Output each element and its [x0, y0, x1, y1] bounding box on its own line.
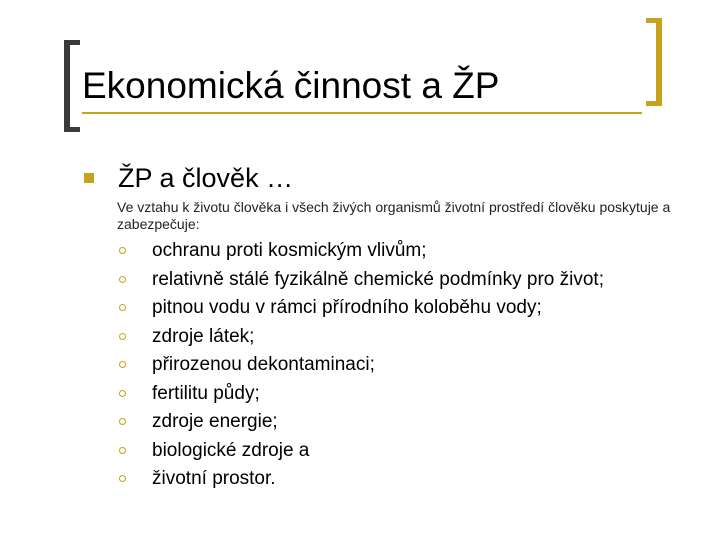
ring-bullet-icon	[119, 304, 126, 311]
list-item	[117, 380, 604, 409]
list-item	[117, 294, 604, 323]
list-item	[117, 408, 604, 437]
ring-bullet-icon	[119, 390, 126, 397]
square-bullet-icon	[84, 173, 94, 183]
list-item	[117, 266, 604, 295]
intro-paragraph: Ve vztahu k životu člověka i všech živých organismů životní prostředí člověku poskytuje a zabezpečuje:	[117, 199, 671, 232]
left-bracket-top	[64, 40, 80, 45]
left-bracket-bottom	[64, 127, 80, 132]
list-item	[117, 237, 604, 266]
ring-bullet-icon	[119, 247, 126, 254]
list-item-text: relativně stálé fyzikálně chemické podmínky pro život;	[152, 268, 604, 290]
list-item	[117, 437, 604, 466]
right-bracket-bottom	[646, 101, 662, 106]
ring-bullet-icon	[119, 333, 126, 340]
list-item-text: zdroje energie;	[152, 411, 278, 432]
right-bracket-top	[646, 18, 662, 23]
list-item	[117, 323, 604, 352]
list-item	[117, 351, 604, 380]
main-bullet-text: ŽP a člověk …	[118, 163, 294, 193]
list-item-text: biologické zdroje a	[152, 439, 310, 461]
provisions-list	[117, 237, 604, 494]
ring-bullet-icon	[119, 418, 126, 425]
title-underline	[82, 112, 642, 114]
list-item-text: životní prostor.	[152, 468, 276, 489]
list-item-text: ochranu proti kosmickým vlivům;	[152, 240, 427, 261]
ring-bullet-icon	[119, 475, 126, 482]
ring-bullet-icon	[119, 361, 126, 368]
list-item	[117, 465, 604, 494]
right-bracket-decoration	[656, 18, 662, 106]
slide-title: Ekonomická činnost a ŽP	[82, 65, 500, 106]
list-item-text: zdroje látek;	[152, 325, 255, 347]
list-item-text: přirozenou dekontaminaci;	[152, 354, 375, 375]
ring-bullet-icon	[119, 447, 126, 454]
ring-bullet-icon	[119, 276, 126, 283]
list-item-text: fertilitu půdy;	[152, 382, 260, 404]
list-item-text: pitnou vodu v rámci přírodního koloběhu vody;	[152, 297, 542, 318]
left-bracket-decoration	[64, 40, 70, 132]
